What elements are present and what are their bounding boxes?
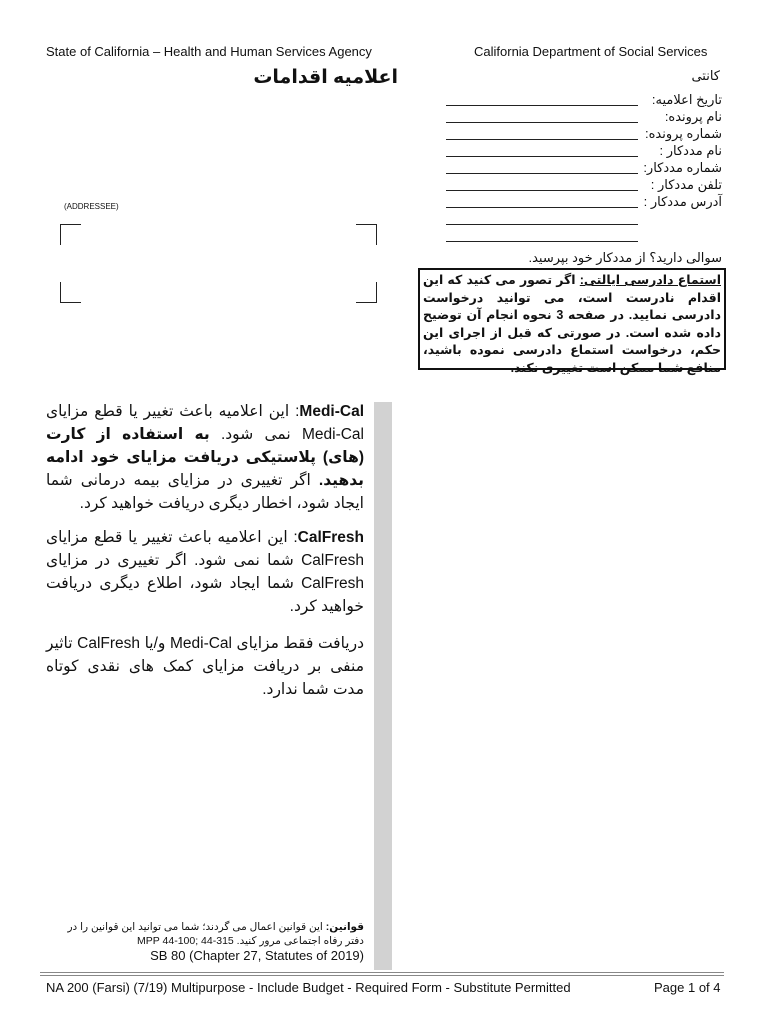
worker-number-label: شماره مددکار: bbox=[643, 160, 722, 175]
agency-name: State of California – Health and Human Services Agency bbox=[46, 44, 372, 59]
form-identifier: NA 200 (Farsi) (7/19) Multipurpose - Include Budget - Required Form - Substitute Permitted bbox=[46, 980, 571, 995]
laws-section bbox=[40, 920, 364, 964]
combined-benefits-paragraph bbox=[46, 632, 364, 701]
margin-bar bbox=[374, 402, 392, 970]
calfresh-heading: CalFresh bbox=[297, 529, 364, 546]
address-window-corner bbox=[60, 224, 81, 245]
laws-line-1 bbox=[40, 920, 364, 934]
notice-date-label: تاریخ اعلامیه: bbox=[651, 92, 722, 107]
addressee-label: (ADDRESSEE) bbox=[64, 202, 119, 211]
worker-address-line-3[interactable] bbox=[446, 241, 638, 242]
calfresh-paragraph bbox=[46, 526, 364, 618]
case-number-field bbox=[446, 126, 722, 143]
worker-address-line-2[interactable] bbox=[446, 224, 638, 225]
medi-cal-text: نمی شود. bbox=[209, 426, 302, 443]
calfresh-text: : این اعلامیه باعث تغییر یا قطع مزایای bbox=[46, 529, 298, 546]
combined-text: تاثیر منفی بر دریافت مزایای کمک های نقدی کوتاه مدت شما ندارد. bbox=[46, 635, 364, 698]
notice-date-line[interactable] bbox=[446, 105, 638, 106]
medi-cal-text: : این اعلامیه باعث تغییر یا قطع مزایای bbox=[46, 403, 300, 420]
calfresh-program-name: CalFresh bbox=[301, 575, 364, 592]
calfresh-text: شما نمی شود. اگر تغییری در مزایای bbox=[46, 552, 302, 569]
notice-title: اعلامیه اقدامات bbox=[253, 67, 398, 88]
case-name-field bbox=[446, 109, 722, 126]
worker-address-line[interactable] bbox=[446, 207, 638, 208]
worker-number-field bbox=[446, 160, 722, 177]
case-number-label: شماره پرونده: bbox=[644, 126, 722, 141]
state-hearing-text: اگر تصور می کنید که این اقدام نادرست است، می توانید درخواست دادرسی نمایید. در صفحه 3 نحوه انجام آن توضیح داده شده است. در صورتی که قبل از اجرای این حکم، درخواست استماع دادرسی نموده باشید، منافع شما ممکن است تغییری نکند. bbox=[423, 273, 721, 375]
laws-line-3: SB 80 (Chapter 27, Statutes of 2019) bbox=[150, 948, 364, 963]
worker-address-field bbox=[446, 194, 722, 211]
address-window-corner bbox=[356, 282, 377, 303]
laws-text: این قوانین اعمال می گردند؛ شما می توانید این قوانین را در bbox=[67, 921, 326, 933]
case-name-line[interactable] bbox=[446, 122, 638, 123]
laws-label: قوانین: bbox=[325, 921, 364, 933]
worker-name-line[interactable] bbox=[446, 156, 638, 157]
footer-rule bbox=[40, 972, 724, 973]
worker-name-field bbox=[446, 143, 722, 160]
worker-phone-field bbox=[446, 177, 722, 194]
medi-cal-paragraph bbox=[46, 400, 364, 515]
calfresh-program-name: CalFresh bbox=[77, 635, 141, 652]
worker-name-label: نام مددکار : bbox=[659, 143, 722, 158]
case-number-line[interactable] bbox=[446, 139, 638, 140]
medi-cal-program-name: Medi-Cal bbox=[169, 635, 232, 652]
calfresh-text: شما ایجاد شود، اطلاع دیگری دریافت خواهید کرد. bbox=[46, 575, 364, 615]
medi-cal-card-instruction: به استفاده از کارت (های) پلاستیکی دریافت مزایای خود ادامه بدهید. bbox=[46, 426, 364, 489]
notice-date-field bbox=[446, 92, 722, 109]
worker-phone-line[interactable] bbox=[446, 190, 638, 191]
page-number: Page 1 of 4 bbox=[654, 980, 721, 995]
calfresh-program-name: CalFresh bbox=[301, 552, 364, 569]
county-label: کانتی bbox=[691, 68, 720, 83]
combined-text: و/یا bbox=[140, 635, 170, 652]
laws-line-2: دفتر رفاه اجتماعی مرور کنید. MPP 44-100; 44-315 bbox=[137, 935, 364, 947]
worker-address-label: آدرس مددکار : bbox=[643, 194, 722, 209]
medi-cal-text: اگر تغییری در مزایای بیمه درمانی شما ایجاد شود، اخطار دیگری دریافت خواهید کرد. bbox=[46, 472, 364, 512]
combined-text: دریافت فقط مزایای bbox=[231, 635, 364, 652]
medi-cal-heading: Medi-Cal bbox=[299, 403, 364, 420]
case-name-label: نام پرونده: bbox=[664, 109, 722, 124]
address-window-corner bbox=[356, 224, 377, 245]
questions-note: سوالی دارید؟ از مددکار خود بپرسید. bbox=[528, 250, 722, 265]
address-window-corner bbox=[60, 282, 81, 303]
medi-cal-program-name: Medi-Cal bbox=[301, 426, 364, 443]
state-hearing-heading: استماع دادرسی ایالتی: bbox=[579, 273, 721, 287]
state-hearing-box bbox=[418, 268, 726, 375]
worker-phone-label: تلفن مددکار : bbox=[650, 177, 722, 192]
department-name: California Department of Social Services bbox=[474, 44, 708, 59]
worker-number-line[interactable] bbox=[446, 173, 638, 174]
footer-rule bbox=[40, 975, 724, 976]
